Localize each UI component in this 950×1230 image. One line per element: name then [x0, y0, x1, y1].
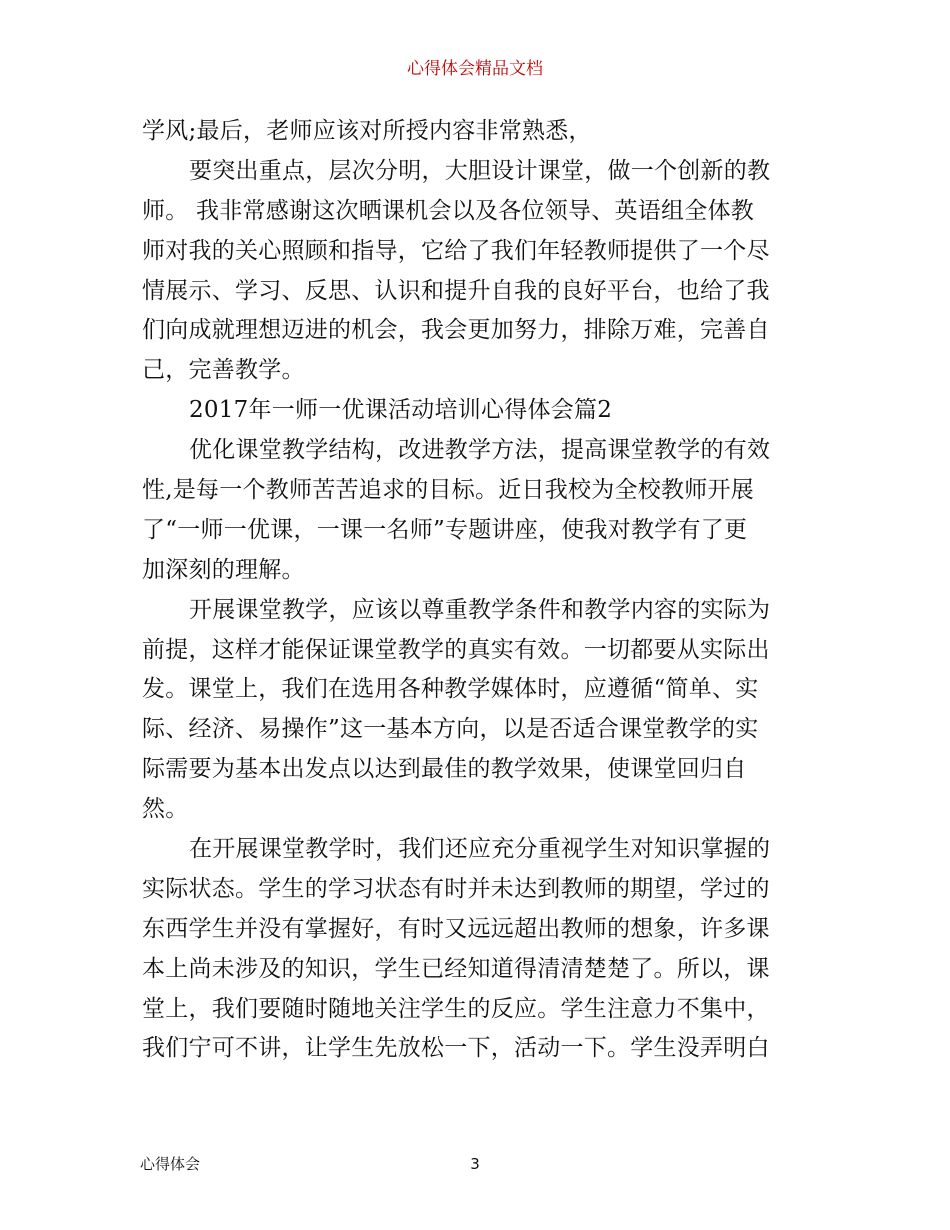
body-line: 开展课堂教学，应该以尊重教学条件和教学内容的实际为	[189, 596, 771, 623]
body-line: 际、经济、易操作”这一基本方向，以是否适合课堂教学的实	[142, 716, 759, 743]
section-heading: 2017年一师一优课活动培训心得体会篇2	[189, 397, 613, 424]
body-line: 要突出重点，层次分明，大胆设计课堂，做一个创新的教	[189, 157, 771, 184]
body-line: 我们宁可不讲，让学生先放松一下，活动一下。学生没弄明白	[142, 1035, 770, 1062]
page-header-title: 心得体会精品文档	[407, 59, 543, 79]
page-number: 3	[470, 1155, 480, 1173]
body-line: 东西学生并没有掌握好，有时又远远超出教师的想象，许多课	[142, 915, 770, 942]
body-line: 学风;最后，老师应该对所授内容非常熟悉，	[142, 118, 592, 144]
body-line: 加深刻的理解。	[142, 556, 305, 583]
body-line: 本上尚未涉及的知识，学生已经知道得清清楚楚了。所以，课	[142, 955, 770, 982]
body-line: 实际状态。学生的学习状态有时并未达到教师的期望，学过的	[142, 875, 770, 902]
body-line: 优化课堂教学结构，改进教学方法，提高课堂教学的有效	[189, 437, 771, 464]
document-body	[142, 112, 812, 1069]
body-line: 师。 我非常感谢这次晒课机会以及各位领导、英语组全体教	[142, 197, 755, 224]
body-line: 前提，这样才能保证课堂教学的真实有效。一切都要从实际出	[142, 636, 770, 663]
body-line: 在开展课堂教学时，我们还应充分重视学生对知识掌握的	[189, 836, 771, 863]
body-line: 然。	[142, 796, 189, 823]
body-line: 了“一师一优课，一课一名师”专题讲座，使我对教学有了更	[142, 516, 748, 543]
footer-label: 心得体会	[140, 1155, 201, 1173]
body-line: 发。课堂上，我们在选用各种教学媒体时，应遵循“简单、实	[142, 676, 759, 703]
body-line: 情展示、学习、反思、认识和提升自我的良好平台，也给了我	[142, 277, 770, 304]
body-line: 师对我的关心照顾和指导，它给了我们年轻教师提供了一个尽	[142, 237, 770, 264]
body-line: 性,是每一个教师苦苦追求的目标。近日我校为全校教师开展	[142, 477, 755, 504]
body-line: 们向成就理想迈进的机会，我会更加努力，排除万难，完善自	[142, 317, 770, 344]
body-line: 际需要为基本出发点以达到最佳的教学效果，使课堂回归自	[142, 756, 747, 783]
body-line: 己，完善教学。	[142, 357, 305, 384]
body-line: 堂上，我们要随时随地关注学生的反应。学生注意力不集中，	[142, 995, 770, 1022]
